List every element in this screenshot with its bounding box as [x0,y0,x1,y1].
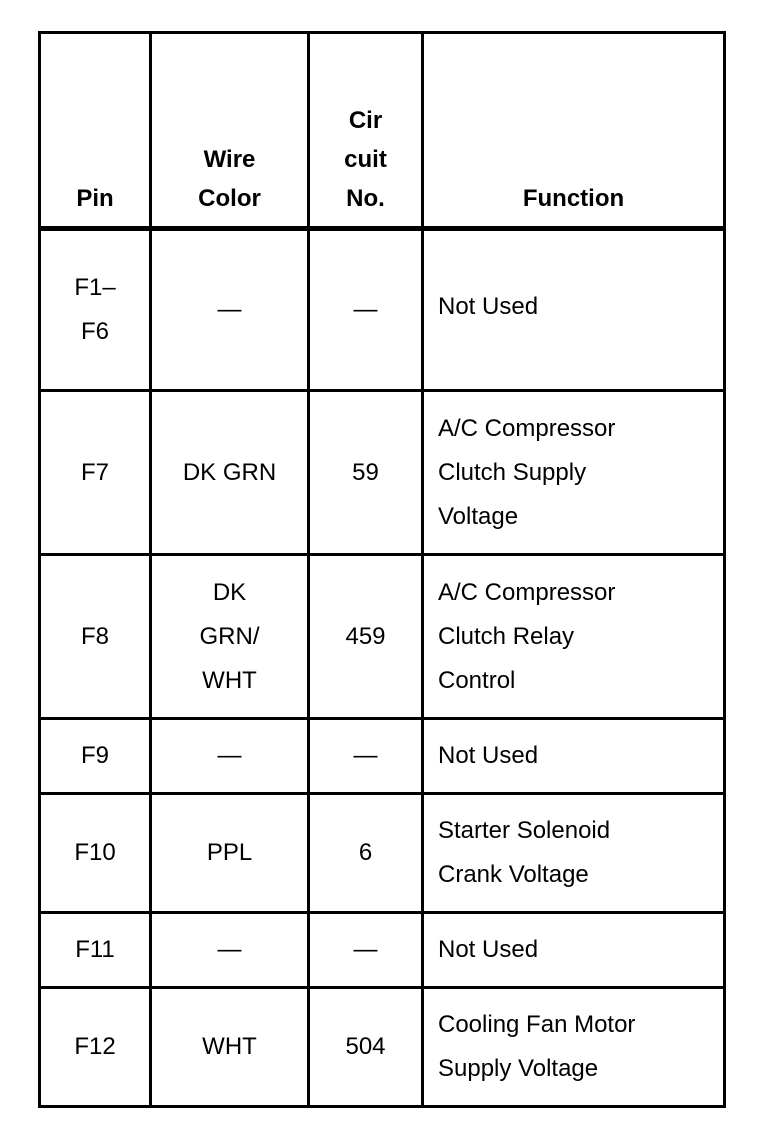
table-row [40,988,725,1107]
circuit-cell: 504 [309,988,423,1107]
pin-cell: F7 [40,391,151,555]
wire-color-cell: — [151,229,309,391]
pin-cell: F1– F6 [40,229,151,391]
function-cell: Not Used [423,719,725,794]
header-pin: Pin [40,33,151,229]
wire-color-cell: DK GRN/ WHT [151,555,309,719]
circuit-cell: — [309,913,423,988]
wire-color-cell: DK GRN [151,391,309,555]
wire-color-cell: — [151,913,309,988]
wire-color-cell: WHT [151,988,309,1107]
circuit-cell: 59 [309,391,423,555]
pin-cell: F8 [40,555,151,719]
header-wire-color: Wire Color [151,33,309,229]
function-cell: A/C Compressor Clutch Supply Voltage [423,391,725,555]
pin-cell: F11 [40,913,151,988]
table-row [40,794,725,913]
pin-cell: F9 [40,719,151,794]
function-cell: Cooling Fan Motor Supply Voltage [423,988,725,1107]
circuit-cell: 6 [309,794,423,913]
pin-cell: F10 [40,794,151,913]
wire-color-cell: — [151,719,309,794]
circuit-cell: — [309,229,423,391]
connector-pinout-table [38,31,726,1108]
header-circuit-no: Cir cuit No. [309,33,423,229]
pin-cell: F12 [40,988,151,1107]
circuit-cell: — [309,719,423,794]
table-row [40,555,725,719]
header-row [40,33,725,229]
table-row [40,913,725,988]
table-row [40,719,725,794]
circuit-cell: 459 [309,555,423,719]
table-row [40,229,725,391]
header-function: Function [423,33,725,229]
wire-color-cell: PPL [151,794,309,913]
function-cell: A/C Compressor Clutch Relay Control [423,555,725,719]
table-row [40,391,725,555]
function-cell: Starter Solenoid Crank Voltage [423,794,725,913]
function-cell: Not Used [423,913,725,988]
function-cell: Not Used [423,229,725,391]
